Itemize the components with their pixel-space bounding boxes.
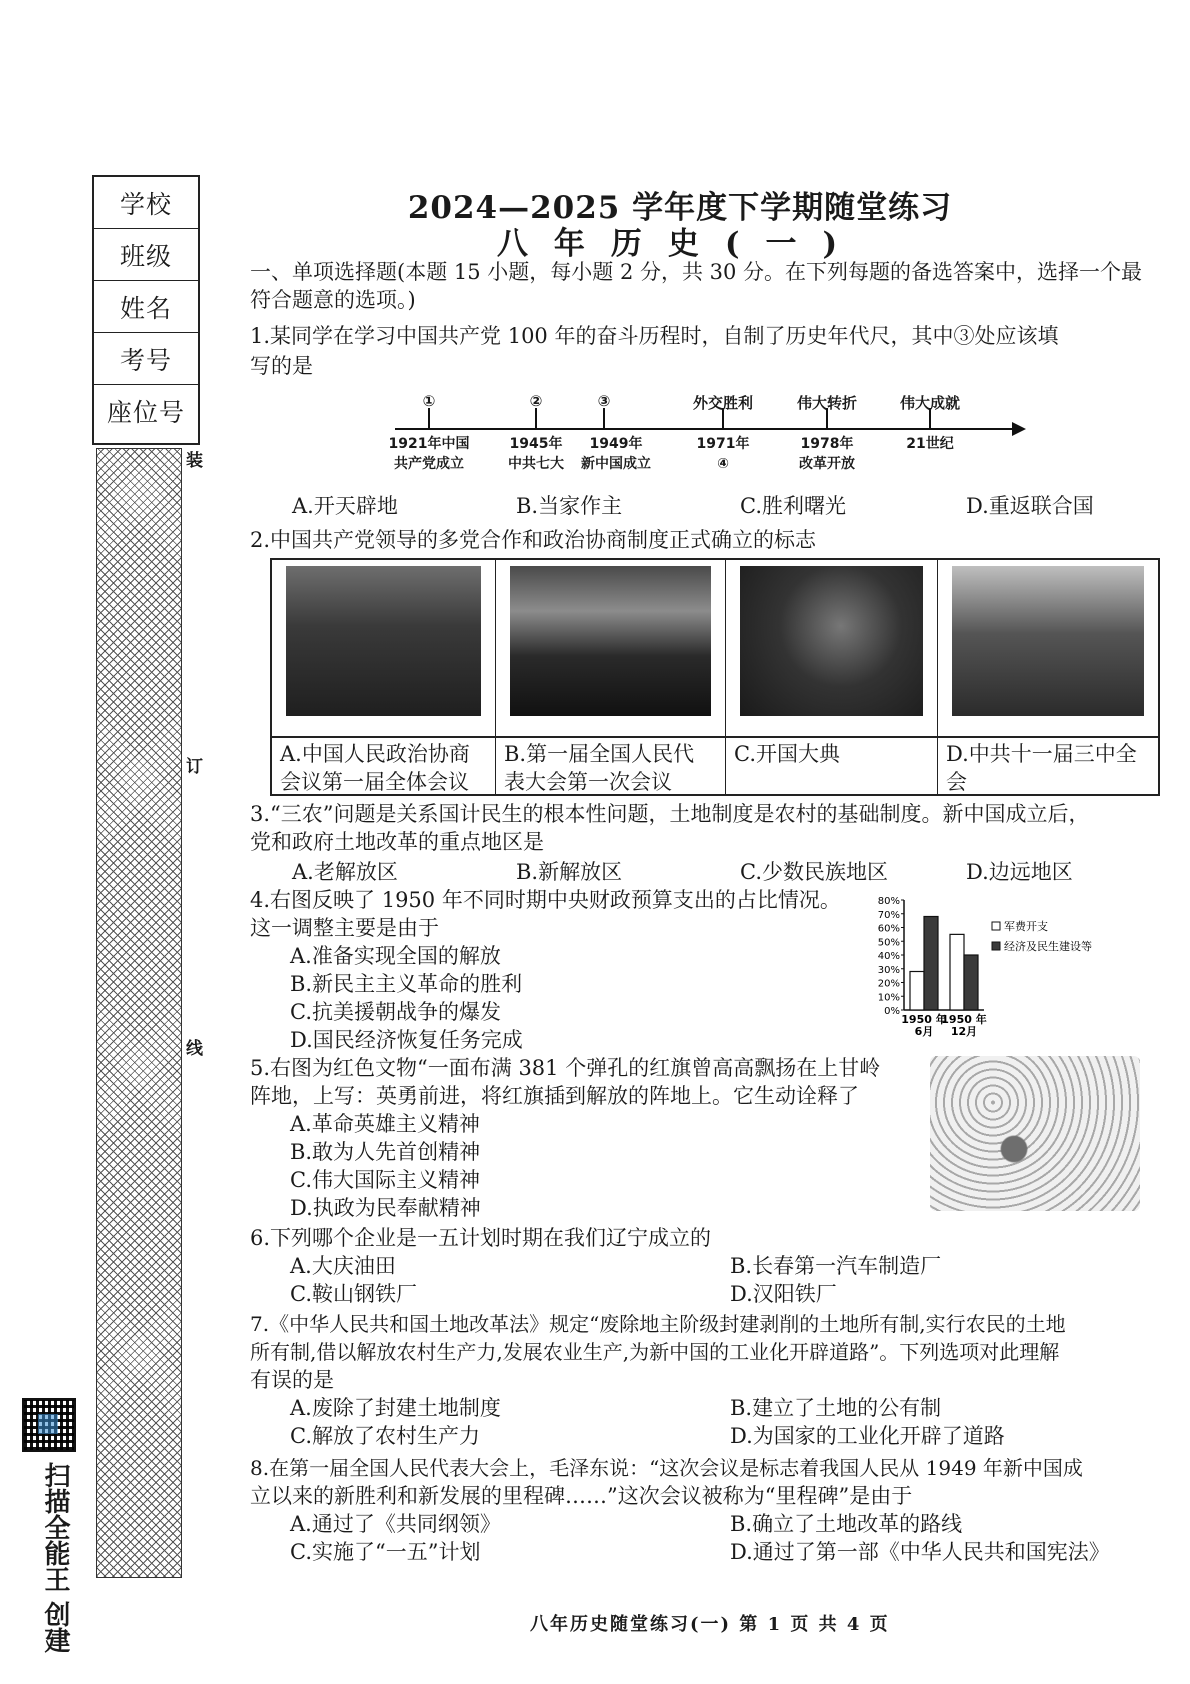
chart-y-tick-label: 10% bbox=[877, 992, 900, 1004]
chart-legend-label: 经济及民生建设等 bbox=[1004, 940, 1092, 953]
q1-option-d[interactable]: D.重返联合国 bbox=[966, 494, 1094, 518]
page-subtitle: 八年历史(一) bbox=[496, 226, 864, 262]
chart-bar bbox=[950, 934, 964, 1010]
binding-mark-xian: 线 bbox=[186, 1039, 203, 1059]
timeline-tick bbox=[535, 408, 537, 430]
student-info-box bbox=[92, 175, 200, 445]
binding-mark-ding: 订 bbox=[186, 757, 203, 777]
q7-stem-line2: 所有制,借以解放农村生产力,发展农业生产,为新中国的工业化开辟道路”。下列选项对此理解 bbox=[250, 1340, 1060, 1364]
chart-bar bbox=[924, 917, 938, 1011]
timeline-bottom-label: 1945年 中共七大 bbox=[508, 436, 564, 472]
q7-option-d[interactable]: D.为国家的工业化开辟了道路 bbox=[730, 1424, 1005, 1448]
third-plenum-photo bbox=[952, 566, 1144, 716]
timeline-bottom-label: 21世纪 bbox=[906, 436, 954, 452]
q1-stem-line2: 写的是 bbox=[250, 354, 313, 378]
info-field-seat-number: 座位号 bbox=[106, 398, 185, 427]
q7-stem-line3: 有误的是 bbox=[250, 1368, 334, 1392]
q6-option-b[interactable]: B.长春第一汽车制造厂 bbox=[730, 1254, 942, 1278]
chart-y-tick-label: 60% bbox=[877, 923, 900, 935]
q6-stem: 6.下列哪个企业是一五计划时期在我们辽宁成立的 bbox=[250, 1226, 712, 1250]
timeline-top-label: 外交胜利 bbox=[692, 394, 753, 412]
page-title: 2024—2025 学年度下学期随堂练习 bbox=[407, 190, 953, 226]
q4-option-a[interactable]: A.准备实现全国的解放 bbox=[290, 944, 501, 968]
q5-option-b[interactable]: B.敢为人先首创精神 bbox=[290, 1140, 481, 1164]
timeline-top-label: ③ bbox=[597, 392, 611, 410]
section-heading-line2: 符合题意的选项。) bbox=[250, 288, 416, 312]
q8-option-d[interactable]: D.通过了第一部《中华人民共和国宪法》 bbox=[730, 1540, 1110, 1564]
q2-stem: 2.中国共产党领导的多党合作和政治协商制度正式确立的标志 bbox=[250, 528, 817, 552]
info-field-school: 学校 bbox=[94, 177, 198, 229]
timeline-tick bbox=[603, 408, 605, 430]
chart-y-tick-label: 50% bbox=[877, 937, 900, 949]
chart-y-tick-label: 20% bbox=[877, 978, 900, 990]
npc-photo bbox=[510, 566, 711, 716]
q2-photo-table bbox=[270, 558, 1160, 796]
q8-stem-line1: 8.在第一届全国人民代表大会上，毛泽东说：“这次会议是标志着我国人民从 1949 年新中国成 bbox=[250, 1456, 1083, 1480]
timeline-tick bbox=[428, 408, 430, 430]
q2-option-b-caption: B.第一届全国人民代 表大会第一次会议 bbox=[504, 742, 695, 794]
timeline-bottom-label: 1978年 改革开放 bbox=[799, 436, 855, 472]
q2-option-d[interactable] bbox=[938, 560, 1158, 794]
q7-stem-line1: 7.《中华人民共和国土地改革法》规定“废除地主阶级封建剥削的土地所有制,实行农民的土地 bbox=[250, 1312, 1066, 1336]
chart-y-tick-label: 80% bbox=[877, 896, 900, 907]
binding-mark-zhuang: 装 bbox=[186, 451, 203, 471]
timeline-bottom-label: 1971年 ④ bbox=[696, 436, 750, 472]
chart-y-tick-label: 0% bbox=[884, 1006, 900, 1017]
q3-stem-line2: 党和政府土地改革的重点地区是 bbox=[250, 830, 544, 854]
q5-option-d[interactable]: D.执政为民奉献精神 bbox=[290, 1196, 481, 1220]
q4-option-b[interactable]: B.新民主主义革命的胜利 bbox=[290, 972, 523, 996]
q3-option-b[interactable]: B.新解放区 bbox=[516, 860, 623, 884]
q1-option-b[interactable]: B.当家作主 bbox=[516, 494, 623, 518]
timeline-top-label: ① bbox=[422, 392, 436, 410]
timeline-top-label: ② bbox=[529, 392, 543, 410]
q7-option-c[interactable]: C.解放了农村生产力 bbox=[290, 1424, 480, 1448]
q8-option-b[interactable]: B.确立了土地改革的路线 bbox=[730, 1512, 963, 1536]
q3-stem-line1: 3.“三农”问题是关系国计民生的根本性问题，土地制度是农村的基础制度。新中国成立后， bbox=[250, 802, 1090, 826]
timeline-arrow-icon bbox=[1012, 422, 1026, 436]
q2-option-b[interactable] bbox=[496, 560, 726, 794]
info-field-exam-number: 考号 bbox=[94, 333, 198, 385]
q2-option-a[interactable] bbox=[272, 560, 496, 794]
chart-y-tick-label: 40% bbox=[877, 951, 900, 962]
q2-option-d-caption: D.中共十一届三中全 会 bbox=[946, 742, 1137, 794]
chart-bar bbox=[964, 955, 978, 1010]
cppcc-photo bbox=[286, 566, 481, 716]
info-field-class: 班级 bbox=[94, 229, 198, 281]
q5-option-a[interactable]: A.革命英雄主义精神 bbox=[290, 1112, 480, 1136]
section-heading-line1: 一、单项选择题(本题 15 小题，每小题 2 分，共 30 分。在下列每题的备选答案中，选择一个最 bbox=[250, 260, 1143, 284]
qr-code-icon bbox=[22, 1398, 76, 1452]
chart-legend-swatch bbox=[992, 922, 1000, 930]
q5-stem-line1: 5.右图为红色文物“一面布满 381 个弹孔的红旗曾高高飘扬在上甘岭 bbox=[250, 1056, 881, 1080]
q7-option-a[interactable]: A.废除了封建土地制度 bbox=[290, 1396, 501, 1420]
chart-legend-label: 军费开支 bbox=[1004, 920, 1048, 933]
q4-stem-line2: 这一调整主要是由于 bbox=[250, 916, 439, 940]
timeline-axis bbox=[395, 428, 1015, 430]
q3-option-c[interactable]: C.少数民族地区 bbox=[740, 860, 888, 884]
page-footer: 八年历史随堂练习(一) 第 1 页 共 4 页 bbox=[530, 1614, 890, 1635]
chart-legend-swatch bbox=[992, 942, 1000, 950]
scanner-watermark: 扫描全能王 创建 bbox=[40, 1462, 70, 1654]
q1-stem-line1: 1.某同学在学习中国共产党 100 年的奋斗历程时，自制了历史年代尺，其中③处应该填 bbox=[250, 324, 1059, 348]
q5-stem-line2: 阵地，上写：英勇前进，将红旗插到解放的阵地上。它生动诠释了 bbox=[250, 1084, 859, 1108]
timeline-bottom-label: 1921年中国 共产党成立 bbox=[388, 436, 470, 472]
chart-x-tick-label: 12月 bbox=[950, 1025, 978, 1038]
q5-option-c[interactable]: C.伟大国际主义精神 bbox=[290, 1168, 480, 1192]
chart-bar bbox=[910, 972, 924, 1011]
q8-stem-line2: 立以来的新胜利和新发展的里程碑……”这次会议被称为“里程碑”是由于 bbox=[250, 1484, 913, 1508]
q4-stem-line1: 4.右图反映了 1950 年不同时期中央财政预算支出的占比情况。 bbox=[250, 888, 841, 912]
timeline-top-label: 伟大成就 bbox=[899, 394, 960, 412]
budget-bar-chart bbox=[868, 892, 1178, 1042]
chart-y-tick-label: 30% bbox=[877, 964, 900, 976]
binding-hatch-strip bbox=[96, 448, 182, 1578]
q2-option-a-caption: A.中国人民政治协商 会议第一届全体会议 bbox=[280, 742, 470, 794]
info-field-name: 姓名 bbox=[94, 281, 198, 333]
timeline-bottom-label: 1949年 新中国成立 bbox=[581, 436, 651, 472]
founding-ceremony-photo bbox=[740, 566, 923, 716]
q8-option-c[interactable]: C.实施了“一五”计划 bbox=[290, 1540, 481, 1564]
q3-option-a[interactable]: A.老解放区 bbox=[292, 860, 398, 884]
q7-option-b[interactable]: B.建立了土地的公有制 bbox=[730, 1396, 942, 1420]
q6-option-d[interactable]: D.汉阳铁厂 bbox=[730, 1282, 837, 1306]
red-flag-relic-photo bbox=[930, 1056, 1140, 1211]
q1-option-c[interactable]: C.胜利曙光 bbox=[740, 494, 846, 518]
q8-option-a[interactable]: A.通过了《共同纲领》 bbox=[290, 1512, 501, 1536]
q1-option-a[interactable]: A.开天辟地 bbox=[292, 494, 398, 518]
q3-option-d[interactable]: D.边远地区 bbox=[966, 860, 1073, 884]
chart-x-tick-label: 1950 年 bbox=[901, 1013, 947, 1026]
q2-option-c-caption: C.开国大典 bbox=[734, 742, 840, 766]
chart-y-tick-label: 70% bbox=[877, 909, 900, 921]
q6-option-c[interactable]: C.鞍山钢铁厂 bbox=[290, 1282, 417, 1306]
q6-option-a[interactable]: A.大庆油田 bbox=[290, 1254, 396, 1278]
chart-x-tick-label: 6月 bbox=[914, 1025, 934, 1038]
q4-option-d[interactable]: D.国民经济恢复任务完成 bbox=[290, 1028, 523, 1052]
timeline-top-label: 伟大转折 bbox=[796, 394, 857, 412]
chart-x-tick-label: 1950 年 bbox=[941, 1013, 987, 1026]
q2-option-c[interactable] bbox=[726, 560, 938, 794]
q4-option-c[interactable]: C.抗美援朝战争的爆发 bbox=[290, 1000, 501, 1024]
